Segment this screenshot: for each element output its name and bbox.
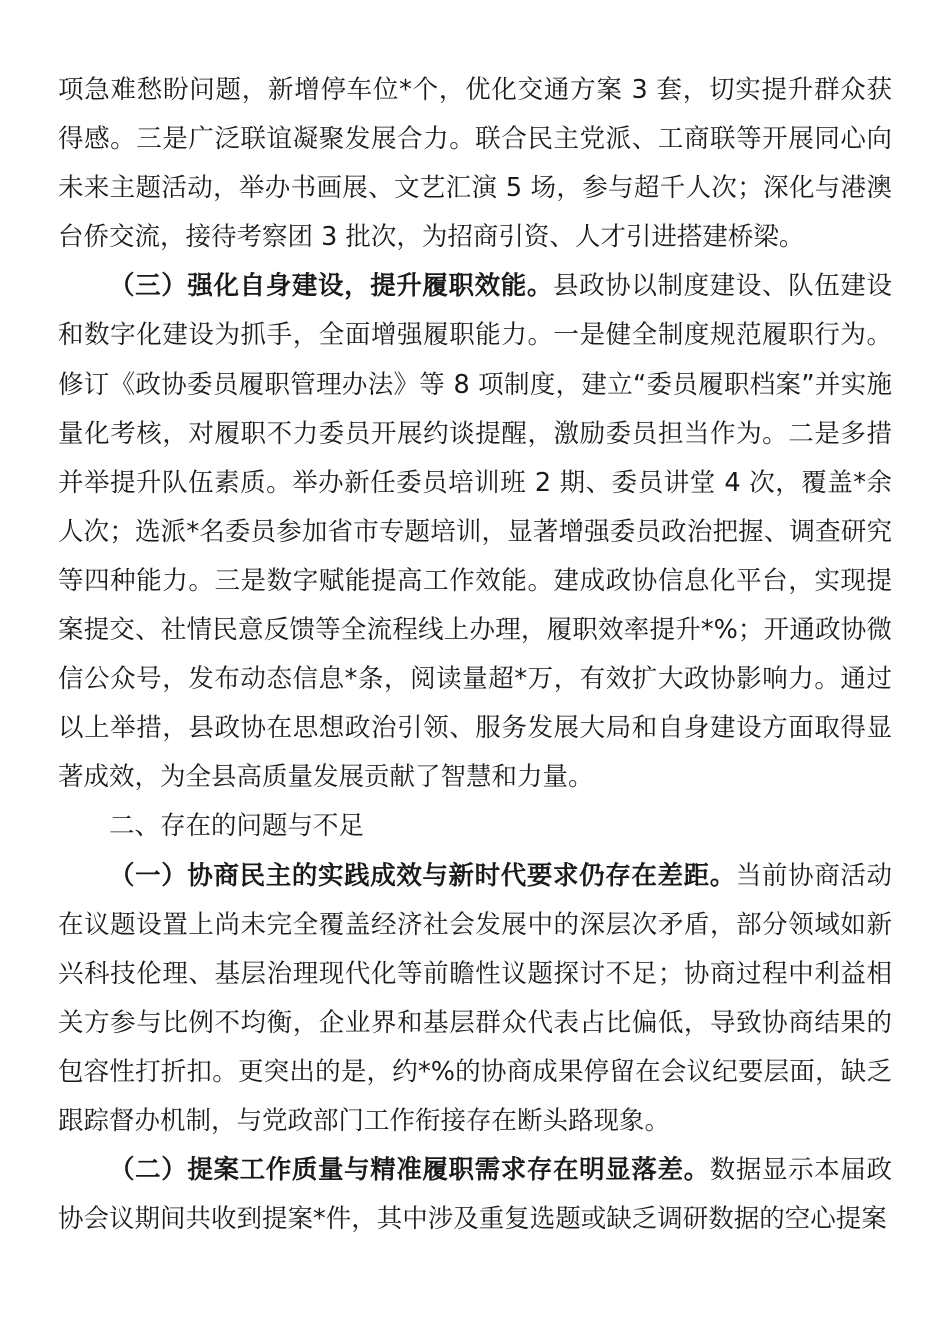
section-heading: （三）强化自身建设，提升履职效能。 — [109, 271, 554, 302]
section-heading: （一）协商民主的实践成效与新时代要求仍存在差距。 — [109, 860, 736, 891]
chapter-heading — [58, 802, 892, 851]
paragraph-text: 项急难愁盼问题，新增停车位*个，优化交通方案 3 套，切实提升群众获得感。三是广泛联谊凝聚发展合力。联合民主党派、工商联等开展同心向未来主题活动，举办书画展、文艺汇演 5 场，参与超千人次；深化与港澳台侨交流，接待考察团 3 批次，为招商引资、人才引进搭建桥梁。 — [58, 75, 892, 253]
document-page — [58, 66, 892, 1244]
section-heading: （二）提案工作质量与精准履职需求存在明显落差。 — [109, 1155, 710, 1186]
paragraph-text: 当前协商活动在议题设置上尚未完全覆盖经济社会发展中的深层次矛盾，部分领域如新兴科技伦理、基层治理现代化等前瞻性议题探讨不足；协商过程中利益相关方参与比例不均衡，企业界和基层群众代表占比偏低，导致协商结果的包容性打折扣。更突出的是，约*%的协商成果停留在会议纪要层面，缺乏跟踪督办机制，与党政部门工作衔接存在断头路现象。 — [58, 860, 892, 1136]
paragraph-text: 数据显示本届政协会议期间共收到提案*件，其中涉及重复选题或缺乏调研数据的空心提案 — [58, 1155, 892, 1235]
paragraph-text: 县政协以制度建设、队伍建设和数字化建设为抓手，全面增强履职能力。一是健全制度规范履职行为。修订《政协委员履职管理办法》等 8 项制度，建立“委员履职档案”并实施量化考核，对履职不力委员开展约谈提醒，激励委员担当作为。二是多措并举提升队伍素质。举办新任委员培训班 2 期、委员讲堂 4 次，覆盖*余人次；选派*名委员参加省市专题培训，显著增强委员政治把握、调查研究等四种能力。三是数字赋能提高工作效能。建成政协信息化平台，实现提案提交、社情民意反馈等全流程线上办理，履职效率提升*%；开通政协微信公众号，发布动态信息*条，阅读量超*万，有效扩大政协影响力。通过以上举措，县政协在思想政治引领、服务发展大局和自身建设方面取得显著成效，为全县高质量发展贡献了智慧和力量。 — [58, 271, 892, 793]
chapter-heading-text: 二、存在的问题与不足 — [109, 811, 365, 842]
paragraph-continuation — [58, 66, 892, 262]
paragraph-problem-one — [58, 852, 892, 1147]
paragraph-problem-two — [58, 1146, 892, 1244]
paragraph-section-three — [58, 262, 892, 802]
